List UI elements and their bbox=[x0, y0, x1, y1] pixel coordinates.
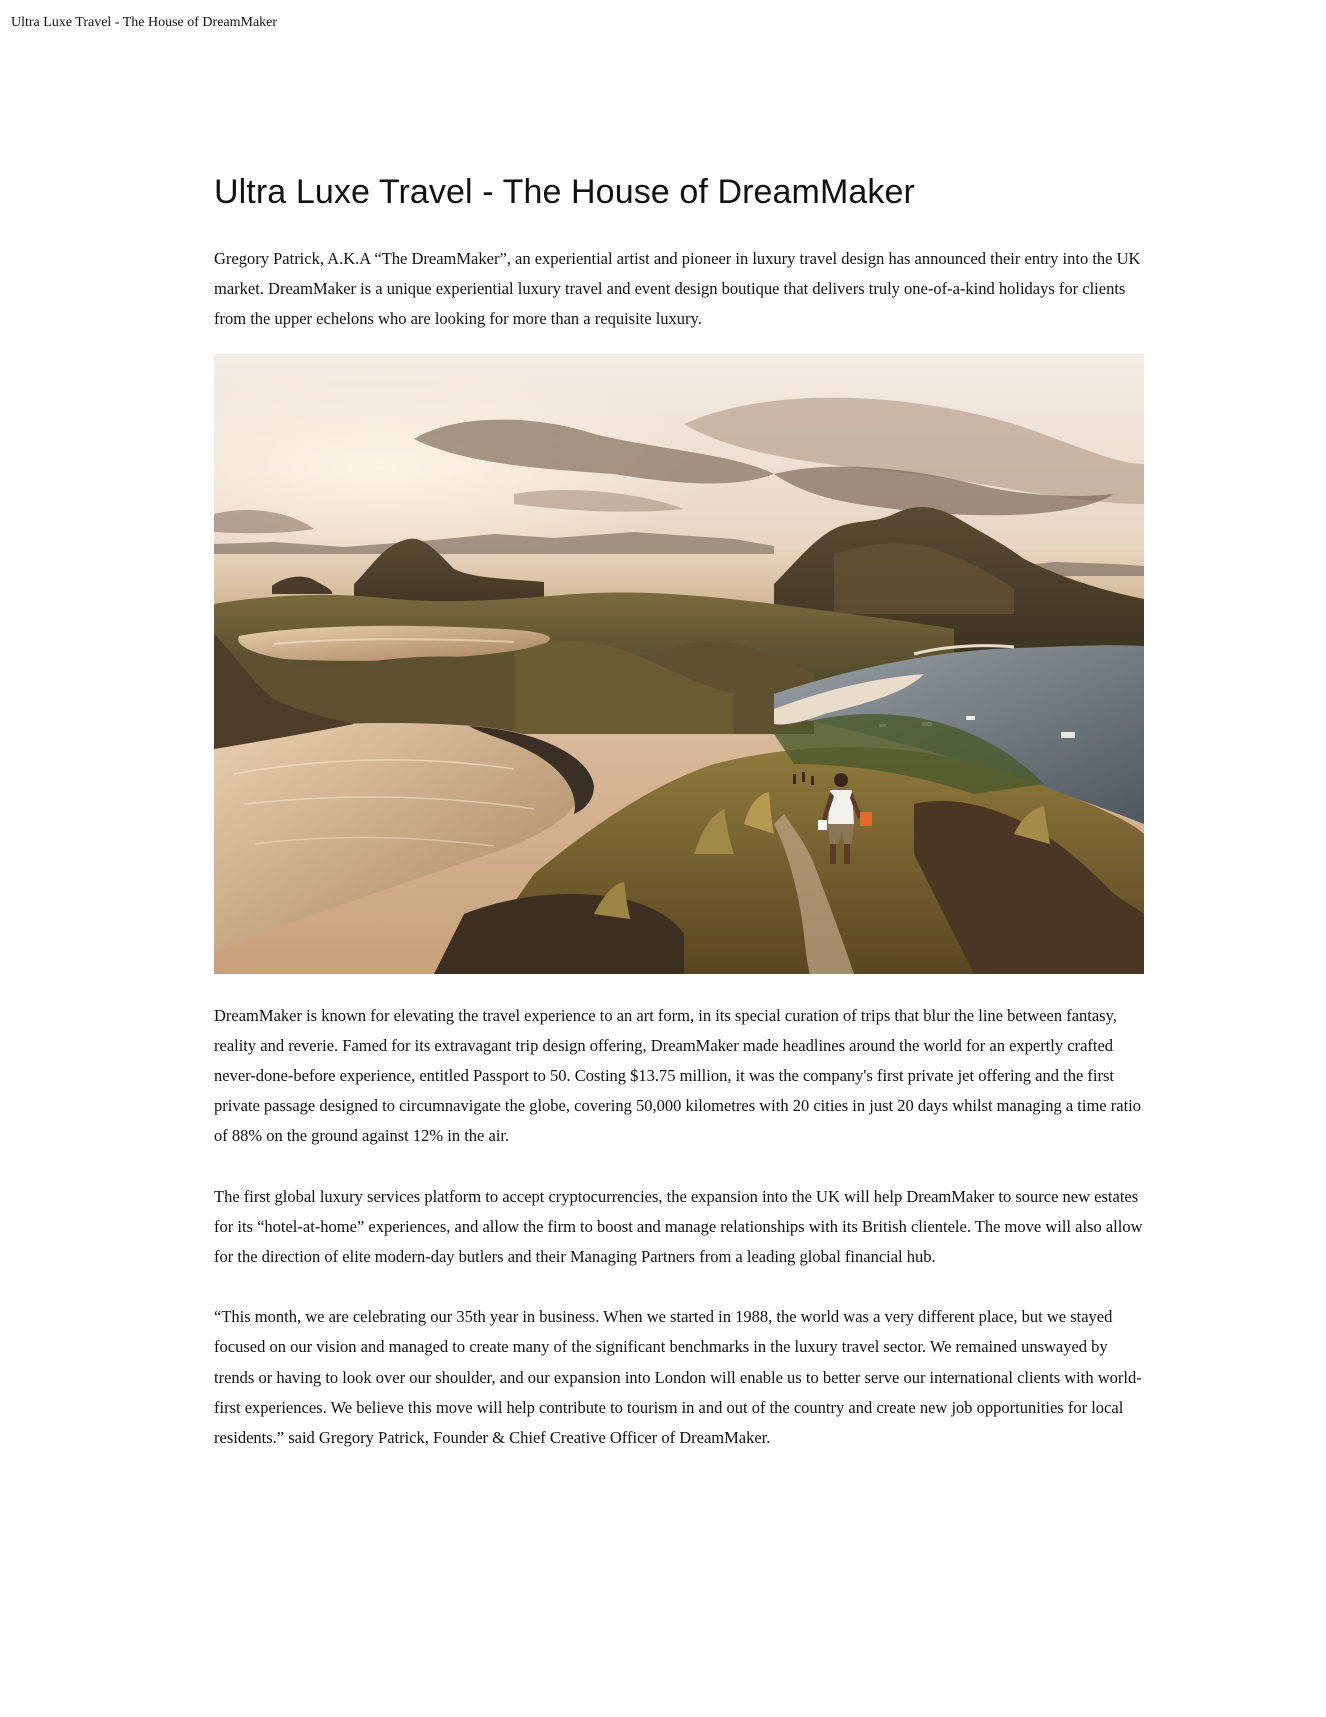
running-header: Ultra Luxe Travel - The House of DreamMaker bbox=[11, 15, 278, 30]
article-paragraph: DreamMaker is known for elevating the travel experience to an art form, in its special curation of trips that blur the line between fantasy, reality and reverie. Famed for its extravagant trip design offering, DreamMaker made headlines around the world for an expertly crafted never-done-before experience, entitled Passport to 50. Costing $13.75 million, it was the company's first private jet offering and the first private passage designed to circumnavigate the globe, covering 50,000 kilometres with 20 cities in just 20 days whilst managing a time ratio of 88% on the ground against 12% in the air. bbox=[214, 1005, 1141, 1146]
article-intro: Gregory Patrick, A.K.A “The DreamMaker”, an experiential artist and pioneer in luxury travel design has announced their entry into the UK market. DreamMaker is a unique experiential luxury travel and event design boutique that delivers truly one-of-a-kind holidays for clients from the upper echelons who are looking for more than a requisite luxury. bbox=[214, 249, 1141, 329]
hero-image bbox=[214, 354, 1144, 974]
landscape-photo-icon bbox=[214, 354, 1144, 974]
article-paragraph: “This month, we are celebrating our 35th year in business. When we started in 1988, the world was a very different place, but we stayed focused on our vision and managed to create many of the significant benchmarks in the luxury travel sector. We remained unswayed by trends or having to look over our shoulder, and our expansion into London will enable us to better serve our international clients with world-first experiences. We believe this move will help contribute to tourism in and out of the country and create new job opportunities for local residents.” said Gregory Patrick, Founder & Chief Creative Officer of DreamMaker. bbox=[214, 1307, 1142, 1448]
article-paragraph: The first global luxury services platform to accept cryptocurrencies, the expansion into the UK will help DreamMaker to source new estates for its “hotel-at-home” experiences, and allow the firm to boost and manage relationships with its British clientele. The move will also allow for the direction of elite modern-day butlers and their Managing Partners from a leading global financial hub. bbox=[214, 1186, 1143, 1267]
article bbox=[214, 170, 1144, 1483]
article-title: Ultra Luxe Travel - The House of DreamMaker bbox=[214, 173, 915, 211]
